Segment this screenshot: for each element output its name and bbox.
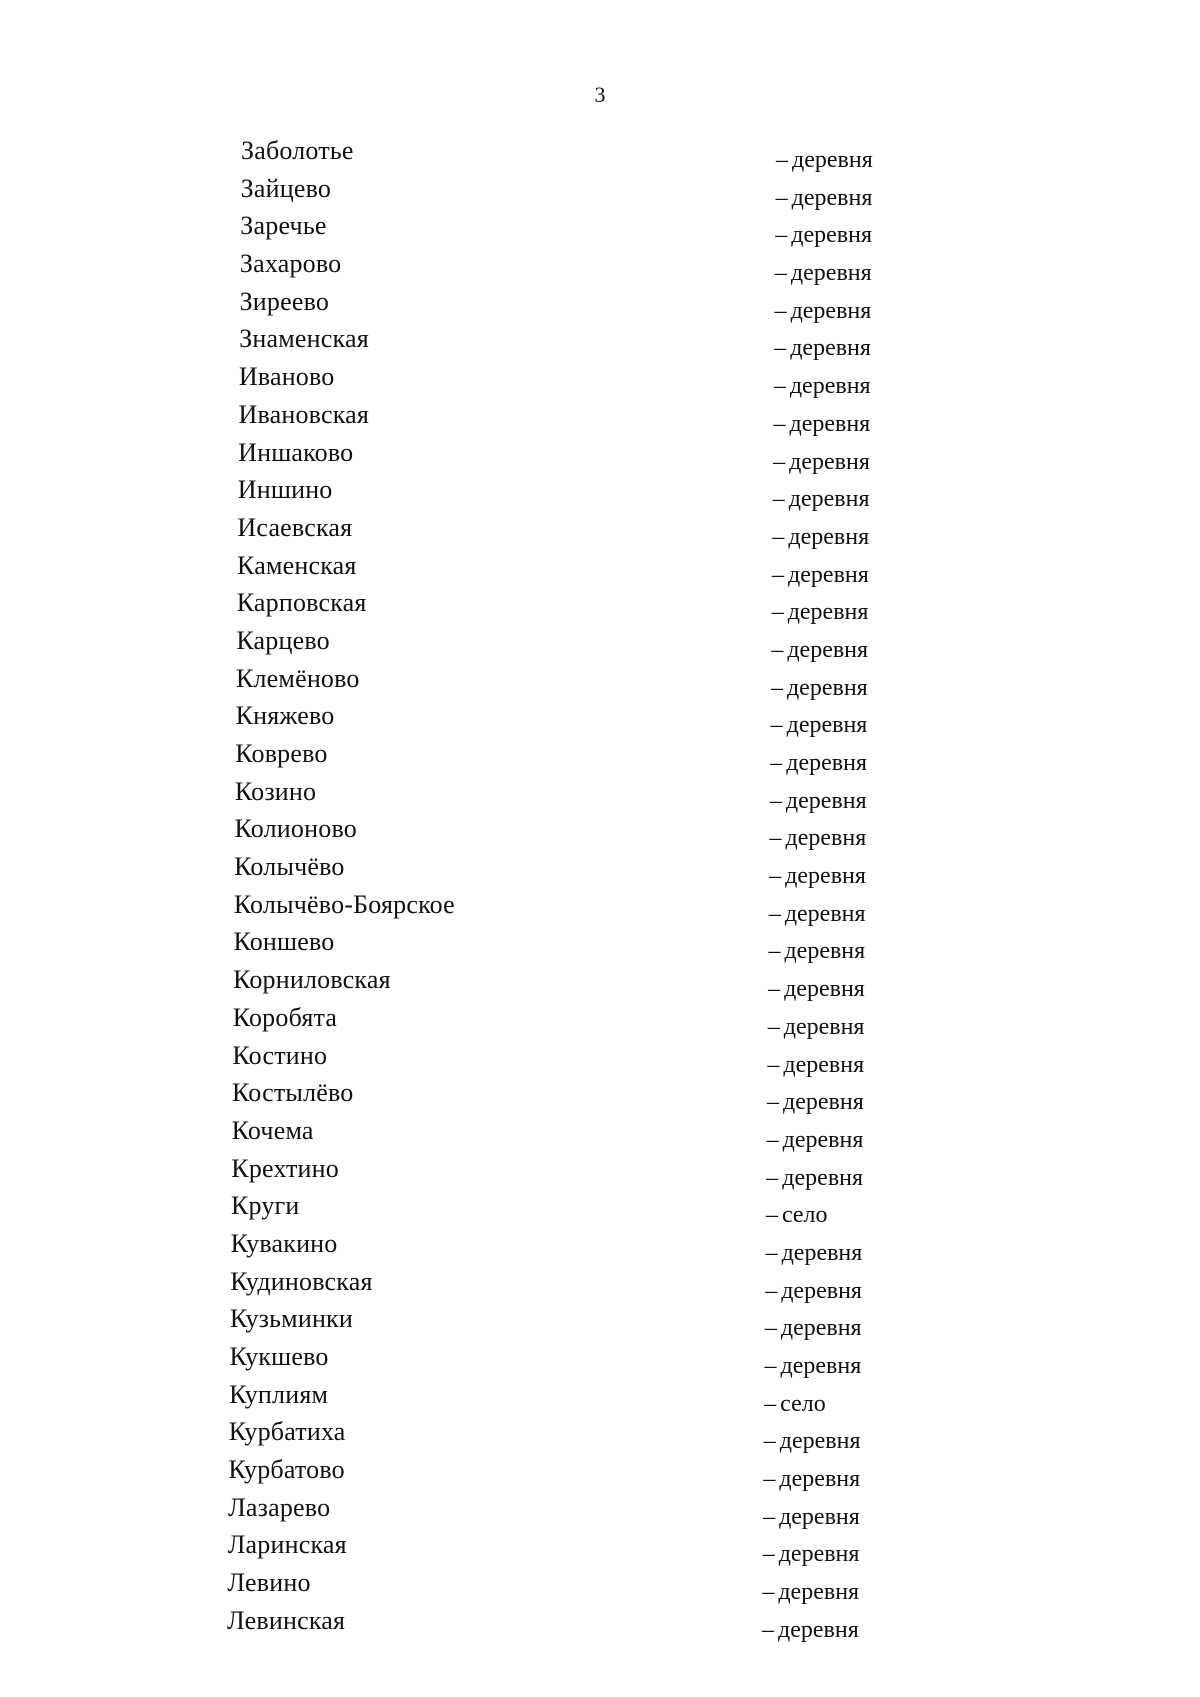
settlement-type bbox=[770, 748, 867, 778]
settlement-type-label: деревня bbox=[788, 561, 869, 588]
type-dash: – bbox=[772, 523, 785, 550]
settlement-name: Коншево bbox=[233, 927, 335, 957]
settlement-row bbox=[0, 1455, 1200, 1493]
type-dash: – bbox=[767, 1089, 780, 1116]
settlement-type-label: деревня bbox=[789, 373, 871, 400]
settlement-type-label: деревня bbox=[786, 750, 867, 776]
settlement-name: Левино bbox=[227, 1568, 311, 1598]
settlement-row bbox=[0, 287, 1200, 325]
type-dash: – bbox=[772, 561, 785, 588]
settlement-row bbox=[0, 814, 1200, 852]
settlement-name: Костылёво bbox=[232, 1078, 354, 1108]
settlement-name: Заречье bbox=[240, 211, 327, 241]
type-dash: – bbox=[763, 1428, 776, 1455]
settlement-type bbox=[770, 786, 867, 816]
settlement-row bbox=[0, 965, 1200, 1003]
settlement-type-label: деревня bbox=[788, 523, 870, 550]
settlement-row bbox=[0, 249, 1200, 287]
settlement-type-label: деревня bbox=[782, 1126, 864, 1153]
settlement-name: Кудиновская bbox=[230, 1266, 373, 1296]
settlement-type-label: деревня bbox=[780, 1315, 862, 1342]
type-dash: – bbox=[766, 1126, 779, 1153]
settlement-type-label: деревня bbox=[792, 147, 873, 173]
settlement-row bbox=[0, 927, 1200, 965]
settlement-type-label: деревня bbox=[779, 1466, 861, 1493]
settlement-type-label: деревня bbox=[784, 938, 866, 965]
settlement-name: Корниловская bbox=[233, 965, 391, 995]
settlement-name: Круги bbox=[230, 1191, 300, 1221]
settlement-name: Иваново bbox=[238, 362, 335, 392]
settlement-type-label: деревня bbox=[791, 184, 873, 211]
settlement-name: Ларинская bbox=[227, 1530, 347, 1560]
type-dash: – bbox=[774, 260, 787, 287]
settlement-type bbox=[768, 974, 865, 1004]
settlement-row bbox=[0, 664, 1200, 702]
settlement-row bbox=[0, 1078, 1200, 1116]
type-dash: – bbox=[773, 373, 786, 400]
settlement-type bbox=[767, 1087, 864, 1117]
settlement-row bbox=[0, 777, 1200, 815]
settlement-type-label: село bbox=[781, 1202, 828, 1229]
settlement-row bbox=[0, 1493, 1200, 1531]
settlement-type bbox=[766, 1200, 828, 1230]
settlement-type-label: деревня bbox=[781, 1239, 863, 1266]
settlement-name: Зайцево bbox=[240, 173, 332, 203]
settlement-type-label: деревня bbox=[780, 1353, 862, 1379]
settlement-name: Кузьминки bbox=[229, 1304, 354, 1334]
settlement-type-label: деревня bbox=[783, 1089, 864, 1116]
settlement-name: Колычёво bbox=[234, 852, 345, 882]
settlement-type bbox=[762, 1577, 859, 1607]
settlement-type-label: деревня bbox=[785, 863, 866, 890]
settlement-row bbox=[0, 1267, 1200, 1305]
settlement-type-label: деревня bbox=[781, 1277, 862, 1304]
settlement-type bbox=[774, 371, 871, 401]
type-dash: – bbox=[770, 712, 783, 739]
settlement-name: Колычёво-Боярское bbox=[233, 889, 455, 919]
settlement-type-label: деревня bbox=[785, 825, 867, 852]
settlement-type bbox=[771, 635, 868, 665]
settlement-name: Иншаково bbox=[238, 437, 354, 467]
settlement-type-label: деревня bbox=[783, 1051, 865, 1078]
settlement-type-label: деревня bbox=[779, 1503, 860, 1530]
type-dash: – bbox=[774, 335, 787, 362]
settlement-type bbox=[769, 899, 866, 929]
settlement-list bbox=[0, 136, 1200, 1644]
settlement-row bbox=[0, 1417, 1200, 1455]
settlement-type bbox=[771, 673, 868, 703]
settlement-type bbox=[772, 522, 869, 552]
settlement-name: Кочема bbox=[231, 1115, 314, 1145]
settlement-row bbox=[0, 1116, 1200, 1154]
type-dash: – bbox=[763, 1466, 776, 1493]
settlement-name: Карцево bbox=[236, 625, 330, 655]
settlement-type bbox=[775, 258, 872, 288]
settlement-type bbox=[768, 936, 865, 966]
settlement-row bbox=[0, 362, 1200, 400]
type-dash: – bbox=[775, 222, 788, 249]
settlement-row bbox=[0, 1191, 1200, 1229]
settlement-type bbox=[765, 1351, 862, 1381]
settlement-type-label: деревня bbox=[778, 1541, 860, 1568]
settlement-type-label: деревня bbox=[783, 1013, 865, 1040]
settlement-type-label: деревня bbox=[784, 900, 866, 927]
settlement-type bbox=[767, 1050, 864, 1080]
settlement-type-label: деревня bbox=[790, 297, 872, 324]
settlement-type bbox=[763, 1502, 860, 1532]
settlement-type bbox=[764, 1426, 861, 1456]
settlement-row bbox=[0, 1568, 1200, 1606]
settlement-type bbox=[763, 1539, 860, 1569]
settlement-row bbox=[0, 701, 1200, 739]
settlement-name: Ивановская bbox=[238, 399, 370, 429]
settlement-row bbox=[0, 513, 1200, 551]
type-dash: – bbox=[765, 1202, 778, 1229]
settlement-name: Козино bbox=[234, 776, 317, 806]
settlement-type-label: деревня bbox=[787, 599, 869, 626]
settlement-type-label: деревня bbox=[788, 486, 870, 513]
settlement-row bbox=[0, 1380, 1200, 1418]
settlement-type bbox=[766, 1238, 863, 1268]
type-dash: – bbox=[770, 674, 783, 701]
settlement-name: Курбатово bbox=[228, 1455, 345, 1485]
type-dash: – bbox=[776, 147, 788, 173]
settlement-name: Клемёново bbox=[235, 663, 360, 693]
settlement-type bbox=[769, 861, 866, 891]
settlement-row bbox=[0, 1154, 1200, 1192]
type-dash: – bbox=[769, 825, 782, 852]
settlement-row bbox=[0, 1041, 1200, 1079]
settlement-row bbox=[0, 475, 1200, 513]
settlement-type bbox=[765, 1276, 862, 1306]
type-dash: – bbox=[764, 1315, 777, 1342]
settlement-type-label: деревня bbox=[791, 222, 873, 249]
type-dash: – bbox=[769, 863, 782, 890]
settlement-row bbox=[0, 626, 1200, 664]
settlement-name: Крехтино bbox=[231, 1153, 339, 1183]
settlement-name: Карповская bbox=[236, 588, 367, 618]
settlement-type-label: село bbox=[780, 1390, 826, 1417]
type-dash: – bbox=[772, 486, 785, 513]
settlement-type-label: деревня bbox=[789, 410, 871, 437]
settlement-type-label: деревня bbox=[778, 1616, 859, 1643]
type-dash: – bbox=[768, 938, 781, 965]
type-dash: – bbox=[769, 787, 782, 814]
settlement-row bbox=[0, 174, 1200, 212]
settlement-row bbox=[0, 438, 1200, 476]
settlement-row bbox=[0, 739, 1200, 777]
settlement-name: Левинская bbox=[227, 1605, 346, 1635]
settlement-name: Коврево bbox=[235, 739, 328, 768]
settlement-name: Кувакино bbox=[230, 1228, 338, 1258]
settlement-type bbox=[772, 560, 869, 590]
settlement-type-label: деревня bbox=[785, 787, 867, 814]
type-dash: – bbox=[767, 1013, 780, 1040]
settlement-row bbox=[0, 1003, 1200, 1041]
settlement-row bbox=[0, 400, 1200, 438]
settlement-type bbox=[773, 447, 870, 477]
settlement-row bbox=[0, 588, 1200, 626]
settlement-type bbox=[776, 145, 873, 175]
settlement-name: Захарово bbox=[239, 249, 342, 279]
page-number: 3 bbox=[594, 82, 606, 107]
settlement-row bbox=[0, 136, 1200, 174]
type-dash: – bbox=[775, 184, 788, 211]
type-dash: – bbox=[773, 410, 786, 437]
settlement-type bbox=[773, 409, 870, 439]
settlement-name: Курбатиха bbox=[228, 1417, 346, 1447]
settlement-name: Исаевская bbox=[237, 512, 353, 542]
settlement-row bbox=[0, 211, 1200, 249]
settlement-type bbox=[763, 1464, 860, 1494]
type-dash: – bbox=[768, 900, 781, 927]
settlement-type bbox=[773, 484, 870, 514]
settlement-type bbox=[772, 597, 869, 627]
settlement-name: Зиреево bbox=[239, 286, 330, 316]
type-dash: – bbox=[764, 1390, 777, 1417]
settlement-name: Колионово bbox=[234, 814, 357, 844]
settlement-name: Куплиям bbox=[229, 1379, 329, 1409]
settlement-type bbox=[764, 1389, 826, 1419]
type-dash: – bbox=[766, 1164, 779, 1191]
settlement-type-label: деревня bbox=[782, 1164, 864, 1191]
settlement-row bbox=[0, 1342, 1200, 1380]
type-dash: – bbox=[773, 448, 786, 475]
settlement-type bbox=[766, 1163, 863, 1193]
type-dash: – bbox=[770, 750, 783, 776]
settlement-type bbox=[765, 1313, 862, 1343]
settlement-row bbox=[0, 1304, 1200, 1342]
type-dash: – bbox=[765, 1277, 778, 1304]
settlement-row bbox=[0, 324, 1200, 362]
type-dash: – bbox=[768, 976, 781, 1003]
type-dash: – bbox=[767, 1051, 780, 1078]
settlement-name: Княжево bbox=[235, 701, 335, 731]
settlement-type bbox=[768, 1012, 865, 1042]
settlement-type-label: деревня bbox=[786, 674, 868, 701]
type-dash: – bbox=[762, 1541, 775, 1568]
type-dash: – bbox=[764, 1353, 777, 1379]
settlement-type bbox=[770, 823, 867, 853]
settlement-type-label: деревня bbox=[789, 448, 870, 475]
settlement-row bbox=[0, 852, 1200, 890]
settlement-type bbox=[775, 296, 872, 326]
settlement-type-label: деревня bbox=[779, 1428, 861, 1455]
settlement-name: Каменская bbox=[237, 550, 357, 580]
settlement-type-label: деревня bbox=[778, 1579, 860, 1606]
settlement-type-label: деревня bbox=[790, 260, 872, 287]
settlement-type bbox=[771, 710, 868, 740]
settlement-name: Заболотье bbox=[241, 136, 354, 165]
type-dash: – bbox=[762, 1579, 775, 1606]
type-dash: – bbox=[763, 1503, 776, 1530]
settlement-row bbox=[0, 1530, 1200, 1568]
settlement-type-label: деревня bbox=[786, 712, 868, 739]
settlement-row bbox=[0, 551, 1200, 589]
settlement-type bbox=[762, 1615, 859, 1645]
settlement-type-label: деревня bbox=[790, 335, 871, 362]
settlement-type bbox=[776, 183, 873, 213]
settlement-name: Лазарево bbox=[228, 1492, 331, 1522]
settlement-type bbox=[775, 220, 872, 250]
settlement-type bbox=[767, 1125, 864, 1155]
type-dash: – bbox=[771, 636, 784, 663]
settlement-type-label: деревня bbox=[784, 976, 865, 1003]
settlement-type-label: деревня bbox=[787, 636, 869, 663]
type-dash: – bbox=[765, 1239, 778, 1266]
settlement-row bbox=[0, 1606, 1200, 1644]
settlement-name: Иншино bbox=[237, 475, 333, 505]
type-dash: – bbox=[771, 599, 784, 626]
settlement-name: Знаменская bbox=[239, 324, 369, 354]
settlement-type bbox=[774, 333, 871, 363]
settlement-row bbox=[0, 1229, 1200, 1267]
settlement-name: Кукшево bbox=[229, 1342, 329, 1371]
type-dash: – bbox=[774, 297, 787, 324]
type-dash: – bbox=[762, 1616, 774, 1643]
settlement-name: Коробята bbox=[232, 1002, 338, 1032]
settlement-name: Костино bbox=[232, 1040, 328, 1070]
settlement-row bbox=[0, 890, 1200, 928]
